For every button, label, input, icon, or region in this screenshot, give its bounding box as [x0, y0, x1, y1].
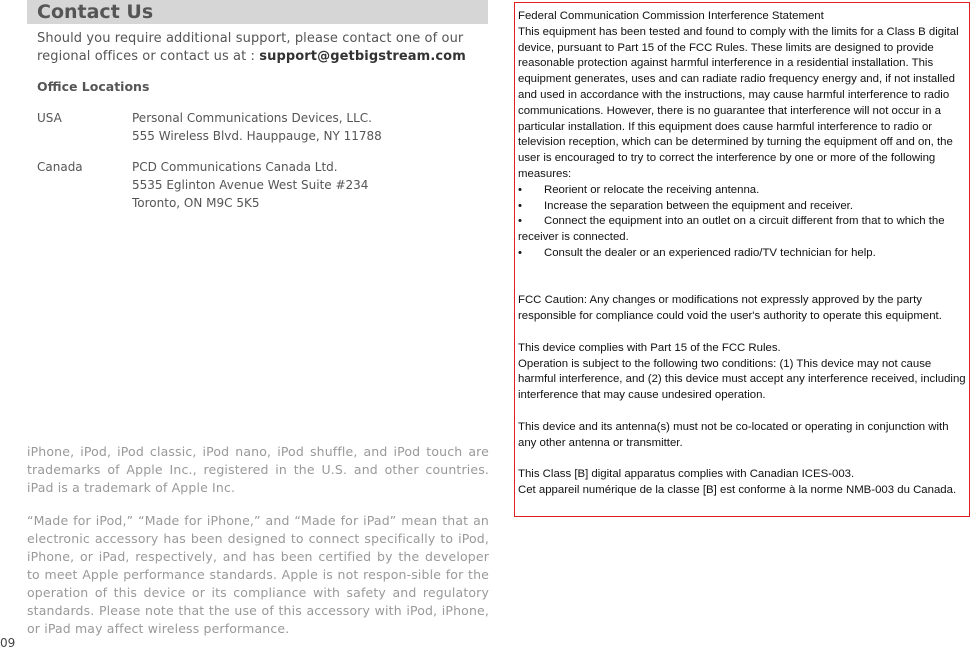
trademark-notice: iPhone, iPod, iPod classic, iPod nano, iPod shuffle, and iPod touch are trademarks of Apple Inc., registered in the U.S. and other countries. iPad is a trademark of Apple Inc.: [27, 444, 489, 495]
bullet-text: Connect the equipment into an outlet on a circuit different from that to which the receiver is connected.: [518, 215, 945, 244]
office-address-line: Toronto, ON M9C 5K5: [132, 196, 260, 210]
office-address-line: 555 Wireless Blvd. Hauppauge, NY 11788: [132, 129, 382, 143]
bullet-symbol: •: [518, 183, 522, 196]
bullet-text: Reorient or relocate the receiving antenna.: [544, 183, 760, 196]
office-address-line: Personal Communications Devices, LLC.: [132, 111, 372, 125]
office-address-line: 5535 Eglinton Avenue West Suite #234: [132, 178, 369, 192]
bullet-text: Consult the dealer or an experienced radio/TV technician for help.: [544, 246, 876, 259]
fcc-part15-body: Operation is subject to the following two conditions: (1) This device may not cause harmful interference, and (2) this device must accept any interference received, including interference that may cause undesired operation.: [518, 357, 966, 402]
fcc-antenna-notice: This device and its antenna(s) must not be co-located or operating in conjunction with any other antenna or transmitter.: [518, 420, 949, 449]
office-address-canada: [132, 158, 368, 212]
bullet-symbol: •: [518, 215, 522, 228]
fcc-statement: [518, 9, 968, 499]
fcc-spacer: [518, 262, 968, 278]
fcc-canada-english: This Class [B] digital apparatus complies with Canadian ICES-003.: [518, 468, 855, 481]
bullet-symbol: •: [518, 199, 522, 212]
contact-heading-bar: [27, 0, 488, 24]
fcc-bullet-item: [518, 246, 968, 262]
bullet-text: Increase the separation between the equipment and receiver.: [544, 199, 854, 212]
contact-intro-text: Should you require additional support, please contact one of our regional offices or contact us at :: [37, 31, 464, 64]
contact-title: Contact Us: [37, 1, 154, 23]
office-address-line: PCD Communications Canada Ltd.: [132, 160, 338, 174]
fcc-bullet-item: [518, 214, 968, 246]
fcc-caution: FCC Caution: Any changes or modifications not expressly approved by the party responsible for compliance could void the user's authority to operate this equipment.: [518, 294, 942, 323]
fcc-part15-title: This device complies with Part 15 of the FCC Rules.: [518, 341, 781, 354]
made-for-notice: “Made for iPod,” “Made for iPhone,” and “Made for iPad” mean that an electronic accessory has been designed to connect specifically to iPod, iPhone, or iPad, respectively, and has been certified by the developer to meet Apple performance standards. Apple is not respon-sible for the operation of this device or its compliance with safety and regulatory standards. Please note that the use of this accessory with iPod, iPhone, or iPad may affect wireless performance.: [27, 513, 489, 636]
office-country-canada: Canada: [37, 160, 83, 174]
fcc-bullet-item: [518, 183, 968, 199]
fcc-body: This equipment has been tested and found to comply with the limits for a Class B digital device, pursuant to Part 15 of the FCC Rules. These limits are designed to provide reasonable protection against harmful interference in a residential installation. This equipment generates, uses and can radiate radio frequency energy and, if not installed and used in accordance with the instructions, may cause harmful interference to radio communications. However, there is no guarantee that interference will not occur in a particular installation. If this equipment does cause harmful interference to radio or television reception, which can be determined by turning the equipment off and on, the user is encouraged to try to correct the interference by one or more of the following measures:: [518, 25, 959, 180]
office-address-usa: [132, 109, 382, 145]
fcc-canada-french: Cet appareil numérique de la classe [B] est conforme à la norme NMB-003 du Canada.: [518, 483, 957, 496]
office-locations-heading: Office Locations: [37, 79, 150, 94]
office-country-usa: USA: [37, 111, 62, 125]
bullet-symbol: •: [518, 246, 522, 259]
support-email-link[interactable]: support@getbigstream.com: [259, 49, 466, 64]
contact-intro: [37, 30, 489, 66]
fcc-heading: Federal Communication Commission Interference Statement: [518, 10, 824, 22]
page-number: 09: [0, 636, 16, 650]
fcc-bullet-item: [518, 199, 968, 215]
